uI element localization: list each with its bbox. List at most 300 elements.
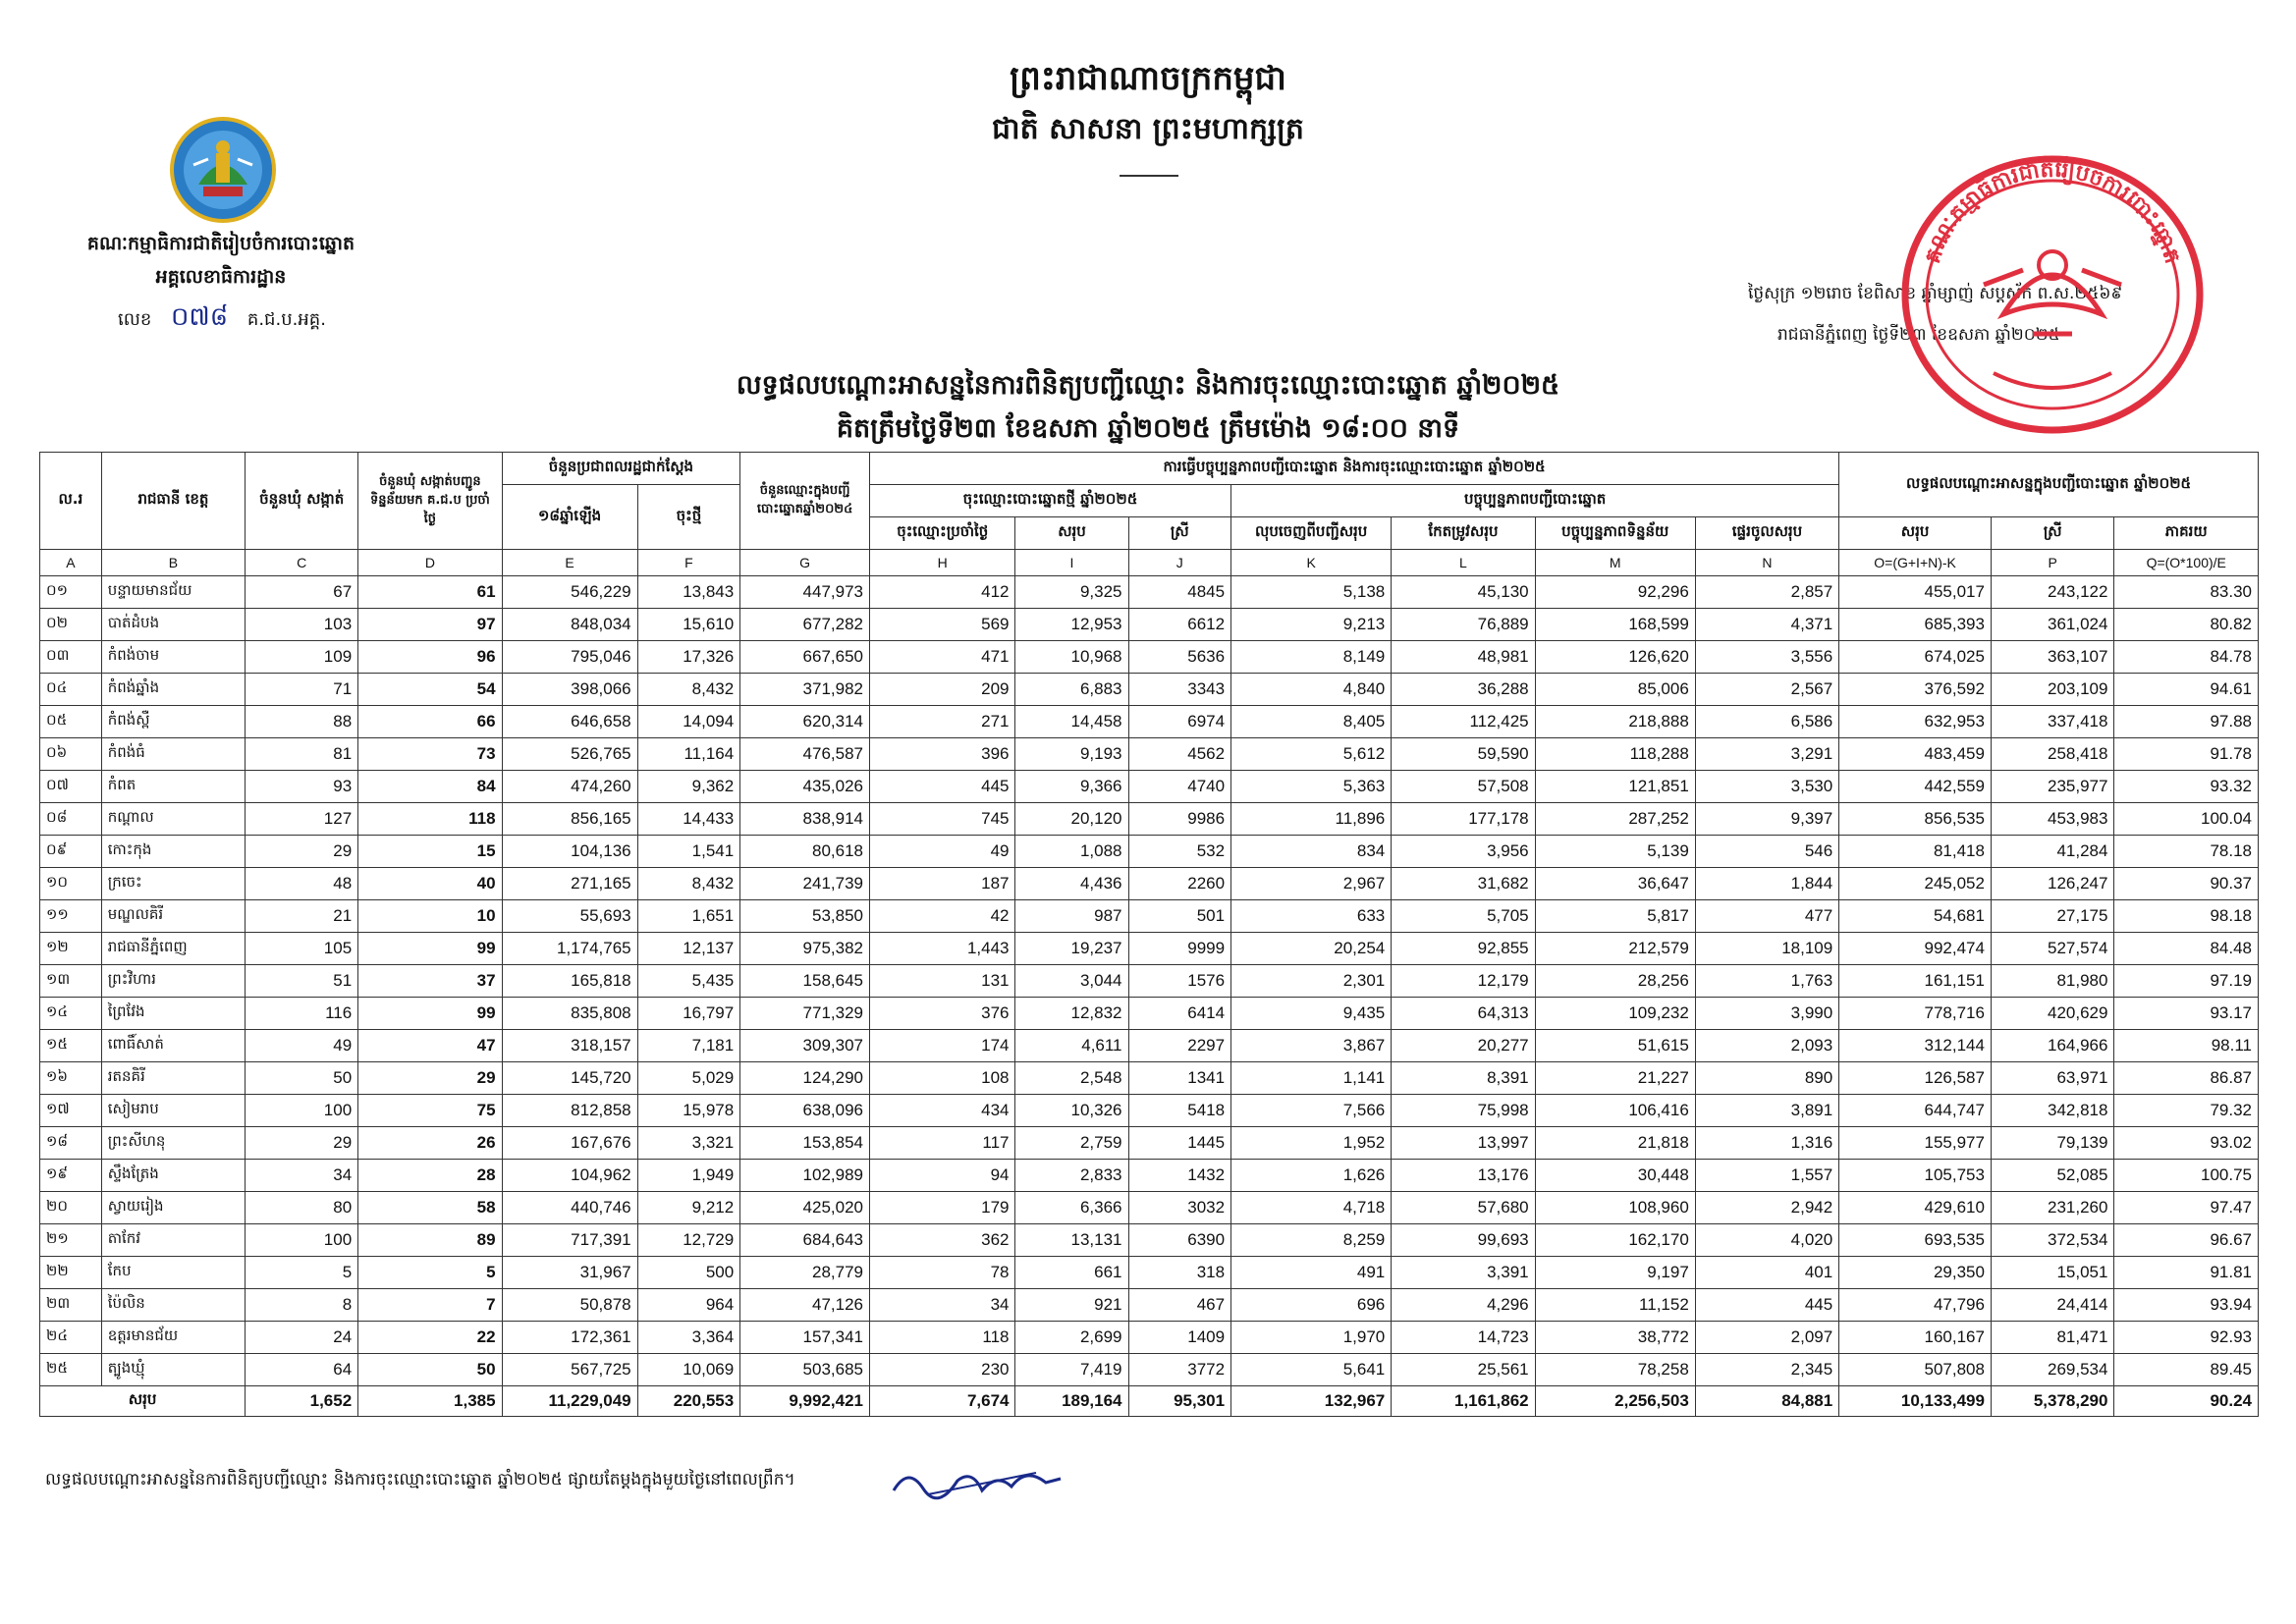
- table-cell: 49: [246, 1030, 358, 1062]
- column-letter: D: [358, 550, 502, 576]
- col-curr-group: បច្ចុប្បន្នភាពបញ្ជីបោះឆ្នោត: [1231, 485, 1839, 517]
- table-cell: 1,316: [1695, 1127, 1838, 1160]
- table-cell: 79,139: [1991, 1127, 2113, 1160]
- table-cell: 93.32: [2114, 771, 2259, 803]
- table-cell: 3,867: [1231, 1030, 1392, 1062]
- table-cell: 245,052: [1839, 868, 1992, 900]
- table-cell: 361,024: [1991, 609, 2113, 641]
- table-cell: 435,026: [740, 771, 870, 803]
- table-cell: 684,643: [740, 1224, 870, 1257]
- table-cell: 50: [358, 1354, 502, 1386]
- province-name: ត្បូងឃ្មុំ: [101, 1354, 245, 1386]
- table-cell: 54,681: [1839, 900, 1992, 933]
- table-cell: 93: [246, 771, 358, 803]
- table-cell: 633: [1231, 900, 1392, 933]
- table-cell: 856,165: [502, 803, 637, 836]
- table-cell: 12,729: [637, 1224, 740, 1257]
- table-cell: 14,458: [1015, 706, 1128, 738]
- table-cell: 812,858: [502, 1095, 637, 1127]
- table-cell: 3,556: [1695, 641, 1838, 674]
- table-cell: 2,967: [1231, 868, 1392, 900]
- table-cell: 47,126: [740, 1289, 870, 1322]
- table-cell: 15,610: [637, 609, 740, 641]
- kingdom-heading: ព្រះរាជាណាចក្រកម្ពុជា: [1010, 59, 1286, 98]
- total-cell: 9,992,421: [740, 1386, 870, 1417]
- total-cell: 132,967: [1231, 1386, 1392, 1417]
- table-cell: 50,878: [502, 1289, 637, 1322]
- table-cell: 121,851: [1535, 771, 1695, 803]
- table-cell: 29,350: [1839, 1257, 1992, 1289]
- table-cell: 2,857: [1695, 576, 1838, 609]
- table-cell: 86.87: [2114, 1062, 2259, 1095]
- table-cell: 36,288: [1392, 674, 1535, 706]
- table-cell: 161,151: [1839, 965, 1992, 998]
- table-cell: 1,626: [1231, 1160, 1392, 1192]
- table-cell: 569: [869, 609, 1015, 641]
- column-letters-row: [40, 550, 2259, 576]
- table-row: [40, 738, 2259, 771]
- table-cell: 28,779: [740, 1257, 870, 1289]
- table-cell: 1,443: [869, 933, 1015, 965]
- table-cell: 3,530: [1695, 771, 1838, 803]
- table-cell: 50: [246, 1062, 358, 1095]
- table-cell: 7: [358, 1289, 502, 1322]
- table-cell: 126,620: [1535, 641, 1695, 674]
- table-cell: 835,808: [502, 998, 637, 1030]
- col-corrected: កែតម្រូវសរុប: [1392, 517, 1535, 550]
- row-number: ១៣: [40, 965, 102, 998]
- table-cell: 693,535: [1839, 1224, 1992, 1257]
- table-cell: 66: [358, 706, 502, 738]
- table-cell: 36,647: [1535, 868, 1695, 900]
- table-cell: 55,693: [502, 900, 637, 933]
- table-cell: 3,321: [637, 1127, 740, 1160]
- table-cell: 21,227: [1535, 1062, 1695, 1095]
- table-cell: 15: [358, 836, 502, 868]
- solar-date: រាជធានីភ្នំពេញ ថ្ងៃទី២៣ ខែឧសភា ឆ្នាំ២០២៥: [1777, 325, 2060, 345]
- table-cell: 646,658: [502, 706, 637, 738]
- table-cell: 88: [246, 706, 358, 738]
- table-cell: 9999: [1128, 933, 1231, 965]
- table-cell: 9,213: [1231, 609, 1392, 641]
- table-cell: 467: [1128, 1289, 1231, 1322]
- table-cell: 632,953: [1839, 706, 1992, 738]
- table-cell: 41,284: [1991, 836, 2113, 868]
- table-cell: 67: [246, 576, 358, 609]
- table-cell: 80.82: [2114, 609, 2259, 641]
- table-cell: 5: [246, 1257, 358, 1289]
- table-cell: 3,291: [1695, 738, 1838, 771]
- table-cell: 5,029: [637, 1062, 740, 1095]
- table-cell: 31,682: [1392, 868, 1535, 900]
- reference-label: លេខ: [118, 309, 152, 330]
- total-cell: 11,229,049: [502, 1386, 637, 1417]
- table-cell: 58: [358, 1192, 502, 1224]
- table-cell: 179: [869, 1192, 1015, 1224]
- table-cell: 546,229: [502, 576, 637, 609]
- col-updated-data: បច្ចុប្បន្នភាពទិន្នន័យ: [1535, 517, 1695, 550]
- table-cell: 1,557: [1695, 1160, 1838, 1192]
- table-cell: 218,888: [1535, 706, 1695, 738]
- table-cell: 2,345: [1695, 1354, 1838, 1386]
- total-row: [40, 1386, 2259, 1417]
- table-cell: 37: [358, 965, 502, 998]
- total-cell: 189,164: [1015, 1386, 1128, 1417]
- table-cell: 64,313: [1392, 998, 1535, 1030]
- table-cell: 84: [358, 771, 502, 803]
- table-cell: 26: [358, 1127, 502, 1160]
- table-cell: 3343: [1128, 674, 1231, 706]
- table-cell: 9,197: [1535, 1257, 1695, 1289]
- table-cell: 491: [1231, 1257, 1392, 1289]
- table-cell: 94.61: [2114, 674, 2259, 706]
- table-cell: 57,680: [1392, 1192, 1535, 1224]
- table-cell: 838,914: [740, 803, 870, 836]
- col-no: ល.រ: [40, 453, 102, 550]
- table-cell: 80: [246, 1192, 358, 1224]
- table-cell: 453,983: [1991, 803, 2113, 836]
- table-cell: 12,179: [1392, 965, 1535, 998]
- table-cell: 1409: [1128, 1322, 1231, 1354]
- row-number: ១៨: [40, 1127, 102, 1160]
- table-cell: 83.30: [2114, 576, 2259, 609]
- table-cell: 696: [1231, 1289, 1392, 1322]
- table-cell: 97: [358, 609, 502, 641]
- row-number: ០៥: [40, 706, 102, 738]
- table-cell: 795,046: [502, 641, 637, 674]
- col-daily-reg: ចុះឈ្មោះប្រចាំថ្ងៃ: [869, 517, 1015, 550]
- table-cell: 1341: [1128, 1062, 1231, 1095]
- row-number: ១៧: [40, 1095, 102, 1127]
- row-number: ១០: [40, 868, 102, 900]
- table-cell: 52,085: [1991, 1160, 2113, 1192]
- table-cell: 975,382: [740, 933, 870, 965]
- table-cell: 75: [358, 1095, 502, 1127]
- table-cell: 12,832: [1015, 998, 1128, 1030]
- table-cell: 93.02: [2114, 1127, 2259, 1160]
- table-cell: 1,541: [637, 836, 740, 868]
- total-cell: 1,161,862: [1392, 1386, 1535, 1417]
- province-name: បន្ទាយមានជ័យ: [101, 576, 245, 609]
- table-cell: 1432: [1128, 1160, 1231, 1192]
- table-cell: 429,610: [1839, 1192, 1992, 1224]
- column-letter: E: [502, 550, 637, 576]
- table-cell: 372,534: [1991, 1224, 2113, 1257]
- table-cell: 78: [869, 1257, 1015, 1289]
- table-cell: 48,981: [1392, 641, 1535, 674]
- table-cell: 75,998: [1392, 1095, 1535, 1127]
- table-cell: 160,167: [1839, 1322, 1992, 1354]
- table-cell: 112,425: [1392, 706, 1535, 738]
- table-cell: 6612: [1128, 609, 1231, 641]
- table-cell: 108: [869, 1062, 1015, 1095]
- table-cell: 6974: [1128, 706, 1231, 738]
- table-cell: 104,136: [502, 836, 637, 868]
- table-cell: 312,144: [1839, 1030, 1992, 1062]
- table-cell: 1,763: [1695, 965, 1838, 998]
- table-cell: 6414: [1128, 998, 1231, 1030]
- total-cell: 90.24: [2114, 1386, 2259, 1417]
- table-cell: 4,718: [1231, 1192, 1392, 1224]
- column-letter: C: [246, 550, 358, 576]
- table-cell: 2,097: [1695, 1322, 1838, 1354]
- column-letter: H: [869, 550, 1015, 576]
- row-number: ០១: [40, 576, 102, 609]
- table-cell: 109: [246, 641, 358, 674]
- table-cell: 13,997: [1392, 1127, 1535, 1160]
- province-name: កំពង់ចាម: [101, 641, 245, 674]
- table-cell: 81: [246, 738, 358, 771]
- row-number: ២៥: [40, 1354, 102, 1386]
- table-cell: 96: [358, 641, 502, 674]
- province-name: ប៉ៃលិន: [101, 1289, 245, 1322]
- column-letter: P: [1991, 550, 2113, 576]
- table-cell: 771,329: [740, 998, 870, 1030]
- table-cell: 59,590: [1392, 738, 1535, 771]
- province-name: រាជធានីភ្នំពេញ: [101, 933, 245, 965]
- table-row: [40, 900, 2259, 933]
- table-cell: 318: [1128, 1257, 1231, 1289]
- province-name: ក្រចេះ: [101, 868, 245, 900]
- table-cell: 412: [869, 576, 1015, 609]
- province-name: តាកែវ: [101, 1224, 245, 1257]
- province-name: ព្រះសីហនុ: [101, 1127, 245, 1160]
- table-cell: 8: [246, 1289, 358, 1322]
- total-cell: 220,553: [637, 1386, 740, 1417]
- table-cell: 3,391: [1392, 1257, 1535, 1289]
- table-cell: 64: [246, 1354, 358, 1386]
- table-cell: 103: [246, 609, 358, 641]
- nec-logo-icon: [169, 116, 277, 224]
- table-cell: 4,296: [1392, 1289, 1535, 1322]
- table-cell: 24: [246, 1322, 358, 1354]
- table-cell: 12,953: [1015, 609, 1128, 641]
- document-subtitle: គិតត្រឹមថ្ងៃទី២៣ ខែឧសភា ឆ្នាំ២០២៥ ត្រឹមម៉ោង ១៨:០០ នាទី: [836, 413, 1460, 444]
- province-name: ពោធិ៍សាត់: [101, 1030, 245, 1062]
- col-communes-reporting: ចំនួនឃុំ សង្កាត់បញ្ជូនទិន្នន័យមក គ.ជ.ប ប្រចាំថ្ងៃ: [358, 453, 502, 550]
- table-cell: 49: [869, 836, 1015, 868]
- table-cell: 15,051: [1991, 1257, 2113, 1289]
- table-cell: 98.18: [2114, 900, 2259, 933]
- table-cell: 476,587: [740, 738, 870, 771]
- table-cell: 318,157: [502, 1030, 637, 1062]
- table-cell: 2,301: [1231, 965, 1392, 998]
- table-cell: 100: [246, 1095, 358, 1127]
- total-cell: 1,385: [358, 1386, 502, 1417]
- row-number: ០២: [40, 609, 102, 641]
- table-cell: 212,579: [1535, 933, 1695, 965]
- col-communes: ចំនួនឃុំ សង្កាត់: [246, 453, 358, 550]
- col-res-total: សរុប: [1839, 517, 1992, 550]
- table-row: [40, 771, 2259, 803]
- table-cell: 116: [246, 998, 358, 1030]
- table-cell: 921: [1015, 1289, 1128, 1322]
- row-number: ២១: [40, 1224, 102, 1257]
- table-cell: 434: [869, 1095, 1015, 1127]
- table-cell: 3,956: [1392, 836, 1535, 868]
- table-cell: 2297: [1128, 1030, 1231, 1062]
- national-motto: ជាតិ សាសនា ព្រះមហាក្សត្រ: [992, 112, 1304, 146]
- table-cell: 14,094: [637, 706, 740, 738]
- table-cell: 834: [1231, 836, 1392, 868]
- table-cell: 168,599: [1535, 609, 1695, 641]
- table-cell: 507,808: [1839, 1354, 1992, 1386]
- total-label: សរុប: [40, 1386, 246, 1417]
- reference-number: [118, 300, 326, 338]
- table-row: [40, 868, 2259, 900]
- table-cell: 157,341: [740, 1322, 870, 1354]
- col-update-group: ការធ្វើបច្ចុប្បន្នភាពបញ្ជីបោះឆ្នោត និងការចុះឈ្មោះបោះឆ្នោត ឆ្នាំ២០២៥: [869, 453, 1838, 485]
- table-cell: 165,818: [502, 965, 637, 998]
- table-cell: 1,174,765: [502, 933, 637, 965]
- table-cell: 2260: [1128, 868, 1231, 900]
- table-cell: 287,252: [1535, 803, 1695, 836]
- province-name: ព្រះវិហារ: [101, 965, 245, 998]
- table-cell: 778,716: [1839, 998, 1992, 1030]
- table-cell: 9,193: [1015, 738, 1128, 771]
- table-cell: 94: [869, 1160, 1015, 1192]
- table-cell: 80,618: [740, 836, 870, 868]
- column-letter: L: [1392, 550, 1535, 576]
- table-cell: 440,746: [502, 1192, 637, 1224]
- table-cell: 4740: [1128, 771, 1231, 803]
- col-newreg-group: ចុះឈ្មោះបោះឆ្នោតថ្មី ឆ្នាំ២០២៥: [869, 485, 1230, 517]
- table-body: [40, 576, 2259, 1386]
- document-title: លទ្ធផលបណ្តោះអាសន្ននៃការពិនិត្យបញ្ជីឈ្មោះ និងការចុះឈ្មោះបោះឆ្នោត ឆ្នាំ២០២៥: [736, 370, 1560, 401]
- row-number: ០៣: [40, 641, 102, 674]
- table-cell: 57,508: [1392, 771, 1535, 803]
- table-row: [40, 965, 2259, 998]
- table-cell: 3,364: [637, 1322, 740, 1354]
- table-cell: 420,629: [1991, 998, 2113, 1030]
- total-cell: 7,674: [869, 1386, 1015, 1417]
- table-cell: 27,175: [1991, 900, 2113, 933]
- table-cell: 1,088: [1015, 836, 1128, 868]
- table-cell: 155,977: [1839, 1127, 1992, 1160]
- row-number: ០៦: [40, 738, 102, 771]
- table-cell: 241,739: [740, 868, 870, 900]
- row-number: ១៩: [40, 1160, 102, 1192]
- table-row: [40, 1062, 2259, 1095]
- table-cell: 674,025: [1839, 641, 1992, 674]
- table-cell: 96.67: [2114, 1224, 2259, 1257]
- table-cell: 71: [246, 674, 358, 706]
- table-cell: 34: [246, 1160, 358, 1192]
- table-cell: 79.32: [2114, 1095, 2259, 1127]
- table-cell: 376: [869, 998, 1015, 1030]
- table-cell: 964: [637, 1289, 740, 1322]
- province-name: កំពង់ស្ពឺ: [101, 706, 245, 738]
- table-cell: 527,574: [1991, 933, 2113, 965]
- table-cell: 92,855: [1392, 933, 1535, 965]
- table-cell: 30,448: [1535, 1160, 1695, 1192]
- table-cell: 105: [246, 933, 358, 965]
- table-cell: 455,017: [1839, 576, 1992, 609]
- table-cell: 10,326: [1015, 1095, 1128, 1127]
- table-cell: 269,534: [1991, 1354, 2113, 1386]
- table-cell: 4,371: [1695, 609, 1838, 641]
- province-name: ស្វាយរៀង: [101, 1192, 245, 1224]
- table-cell: 243,122: [1991, 576, 2113, 609]
- table-cell: 11,164: [637, 738, 740, 771]
- table-cell: 337,418: [1991, 706, 2113, 738]
- column-letter: I: [1015, 550, 1128, 576]
- table-cell: 10,069: [637, 1354, 740, 1386]
- column-letter: K: [1231, 550, 1392, 576]
- table-cell: 4,020: [1695, 1224, 1838, 1257]
- table-cell: 51: [246, 965, 358, 998]
- table-row: [40, 1289, 2259, 1322]
- table-cell: 97.19: [2114, 965, 2259, 998]
- table-cell: 2,093: [1695, 1030, 1838, 1062]
- table-cell: 992,474: [1839, 933, 1992, 965]
- table-row: [40, 1192, 2259, 1224]
- table-cell: 2,942: [1695, 1192, 1838, 1224]
- table-cell: 644,747: [1839, 1095, 1992, 1127]
- table-cell: 92.93: [2114, 1322, 2259, 1354]
- table-cell: 73: [358, 738, 502, 771]
- row-number: ១១: [40, 900, 102, 933]
- col-newreg-total: សរុប: [1015, 517, 1128, 550]
- table-row: [40, 609, 2259, 641]
- table-cell: 97.88: [2114, 706, 2259, 738]
- table-cell: 29: [246, 1127, 358, 1160]
- row-number: ១៦: [40, 1062, 102, 1095]
- table-cell: 376,592: [1839, 674, 1992, 706]
- table-cell: 442,559: [1839, 771, 1992, 803]
- table-row: [40, 1160, 2259, 1192]
- table-cell: 78.18: [2114, 836, 2259, 868]
- table-row: [40, 1224, 2259, 1257]
- row-number: ២៤: [40, 1322, 102, 1354]
- table-cell: 61: [358, 576, 502, 609]
- table-cell: 6,366: [1015, 1192, 1128, 1224]
- table-cell: 13,843: [637, 576, 740, 609]
- row-number: ០៧: [40, 771, 102, 803]
- table-cell: 8,432: [637, 868, 740, 900]
- table-cell: 9986: [1128, 803, 1231, 836]
- row-number: ១៤: [40, 998, 102, 1030]
- row-number: ១៥: [40, 1030, 102, 1062]
- table-cell: 177,178: [1392, 803, 1535, 836]
- table-cell: 230: [869, 1354, 1015, 1386]
- table-cell: 4845: [1128, 576, 1231, 609]
- row-number: ១២: [40, 933, 102, 965]
- table-cell: 8,391: [1392, 1062, 1535, 1095]
- col-result-group: លទ្ធផលបណ្តោះអាសន្នក្នុងបញ្ជីបោះឆ្នោត ឆ្នាំ២០២៥: [1839, 453, 2259, 517]
- table-cell: 848,034: [502, 609, 637, 641]
- table-cell: 22: [358, 1322, 502, 1354]
- table-cell: 29: [246, 836, 358, 868]
- table-cell: 99: [358, 998, 502, 1030]
- table-cell: 20,120: [1015, 803, 1128, 836]
- table-cell: 209: [869, 674, 1015, 706]
- table-cell: 9,325: [1015, 576, 1128, 609]
- province-name: កោះកុង: [101, 836, 245, 868]
- row-number: ០៨: [40, 803, 102, 836]
- table-cell: 100.75: [2114, 1160, 2259, 1192]
- table-cell: 131: [869, 965, 1015, 998]
- column-letter: J: [1128, 550, 1231, 576]
- table-cell: 445: [869, 771, 1015, 803]
- table-row: [40, 706, 2259, 738]
- table-cell: 526,765: [502, 738, 637, 771]
- table-cell: 4562: [1128, 738, 1231, 771]
- total-cell: 10,133,499: [1839, 1386, 1992, 1417]
- table-cell: 856,535: [1839, 803, 1992, 836]
- table-cell: 76,889: [1392, 609, 1535, 641]
- table-cell: 93.94: [2114, 1289, 2259, 1322]
